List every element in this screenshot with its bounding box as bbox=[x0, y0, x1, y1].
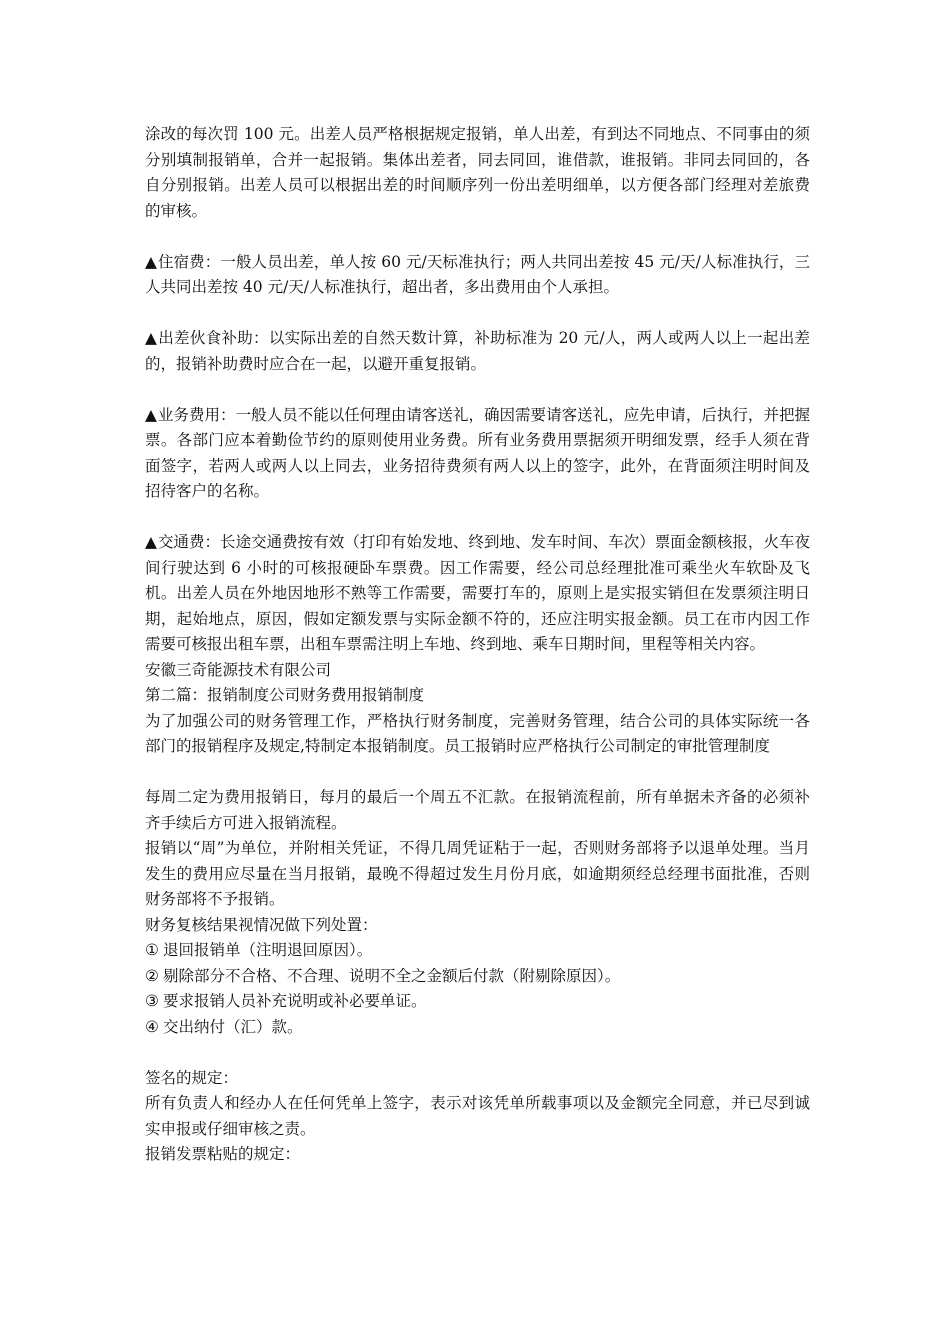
paragraph-transportation bbox=[145, 530, 810, 658]
list-item bbox=[145, 1015, 810, 1041]
paragraph-gap bbox=[145, 760, 810, 786]
paragraph-gap bbox=[145, 1040, 810, 1066]
invoice-paste-rules-title: 报销发票粘贴的规定： bbox=[145, 1145, 301, 1163]
paragraph-review-handling: 财务复核结果视情况做下列处置： bbox=[145, 915, 378, 934]
business-expense-text: 业务费用：一般人员不能以任何理由请客送礼，确因需要请客送礼，应先申请，后执行，并把握票。各部门应本着勤俭节约的原则使用业务费。所有业务费用票据须开明细发票，经手人须在背面签字，若两人或两人以上同去，业务招待费须有两人以上的签字，此外，在背面须注明时间及招待客户的名称。 bbox=[145, 405, 810, 500]
list-number: ① bbox=[145, 941, 159, 959]
list-number: ④ bbox=[145, 1017, 159, 1036]
list-number: ③ bbox=[145, 992, 159, 1010]
paragraph-accommodation bbox=[145, 250, 810, 301]
paragraph-gap bbox=[145, 505, 810, 531]
section-title: 第二篇：报销制度公司财务费用报销制度 bbox=[145, 686, 425, 704]
accommodation-text: 住宿费：一般人员出差，单人按 60 元/天标准执行；两人共同出差按 45 元/天/人标准执行，三人共同出差按 40 元/天/人标准执行，超出者，多出费用由个人承担。 bbox=[145, 252, 811, 296]
triangle-bullet-icon: ▲ bbox=[145, 252, 158, 271]
paragraph-travel-reimbursement: 涂改的每次罚 100 元。出差人员严格根据规定报销，单人出差，有到达不同地点、不同事由的须分别填制报销单，合并一起报销。集体出差者，同去同回，谁借款，谁报销。非同去同回的，各自分别报销。出差人员可以根据出差的时间顺序列一份出差明细单，以方便各部门经理对差旅费的审核。 bbox=[145, 125, 810, 220]
list-item bbox=[145, 989, 810, 1015]
list-text: 退回报销单（注明退回原因）。 bbox=[163, 941, 373, 959]
signature-rules-title: 签名的规定： bbox=[145, 1068, 239, 1087]
triangle-bullet-icon: ▲ bbox=[145, 533, 157, 551]
paragraph-reimbursement-day: 每周二定为费用报销日，每月的最后一个周五不汇款。在报销流程前，所有单据未齐备的必须补齐手续后方可进入报销流程。 bbox=[145, 788, 810, 832]
triangle-bullet-icon: ▲ bbox=[145, 329, 158, 347]
company-name: 安徽三奇能源技术有限公司 bbox=[145, 660, 332, 679]
paragraph-signature-rules: 所有负责人和经办人在任何凭单上签字，表示对该凭单所载事项以及金额完全同意，并已尽到诚实申报或仔细审核之责。 bbox=[145, 1094, 810, 1138]
paragraph-business-expense bbox=[145, 403, 810, 505]
list-item bbox=[145, 964, 810, 990]
paragraph-meal-allowance bbox=[145, 326, 810, 377]
list-number: ② bbox=[145, 966, 159, 985]
list-text: 剔除部分不合格、不合理、说明不全之金额后付款（附剔除原因）。 bbox=[163, 966, 621, 985]
list-item bbox=[145, 938, 810, 964]
list-text: 要求报销人员补充说明或补必要单证。 bbox=[163, 992, 427, 1010]
paragraph-gap bbox=[145, 377, 810, 403]
paragraph-gap bbox=[145, 301, 810, 327]
meal-allowance-text: 出差伙食补助：以实际出差的自然天数计算，补助标准为 20 元/人，两人或两人以上一起出差的，报销补助费时应合在一起，以避开重复报销。 bbox=[145, 329, 810, 373]
transportation-text: 交通费：长途交通费按有效（打印有始发地、终到地、发车时间、车次）票面金额核报，火车夜间行驶达到 6 小时的可核报硬卧车票费。因工作需要，经公司总经理批准可乘坐火车软卧及飞机。出差人员在外地因地形不熟等工作需要，需要打车的，原则上是实报实销但在发票须注明日期，起始地点，原因，假如定额发票与实际金额不符的，还应注明实报金额。员工在市内因工作需要可核报出租车票，出租车票需注明上车地、终到地、乘车日期时间，里程等相关内容。 bbox=[145, 533, 810, 653]
triangle-bullet-icon: ▲ bbox=[145, 405, 157, 424]
paragraph-gap bbox=[145, 224, 810, 250]
paragraph-purpose: 为了加强公司的财务管理工作，严格执行财务制度，完善财务管理，结合公司的具体实际统一各部门的报销程序及规定,特制定本报销制度。员工报销时应严格执行公司制定的审批管理制度 bbox=[145, 711, 810, 755]
list-text: 交出纳付（汇）款。 bbox=[163, 1017, 303, 1036]
paragraph-weekly-unit: 报销以“周”为单位，并附相关凭证，不得几周凭证粘于一起，否则财务部将予以退单处理。当月发生的费用应尽量在当月报销，最晚不得超过发生月份月底，如逾期须经总经理书面批准，否则财务部将不予报销。 bbox=[145, 839, 810, 908]
document-page bbox=[145, 122, 810, 1168]
